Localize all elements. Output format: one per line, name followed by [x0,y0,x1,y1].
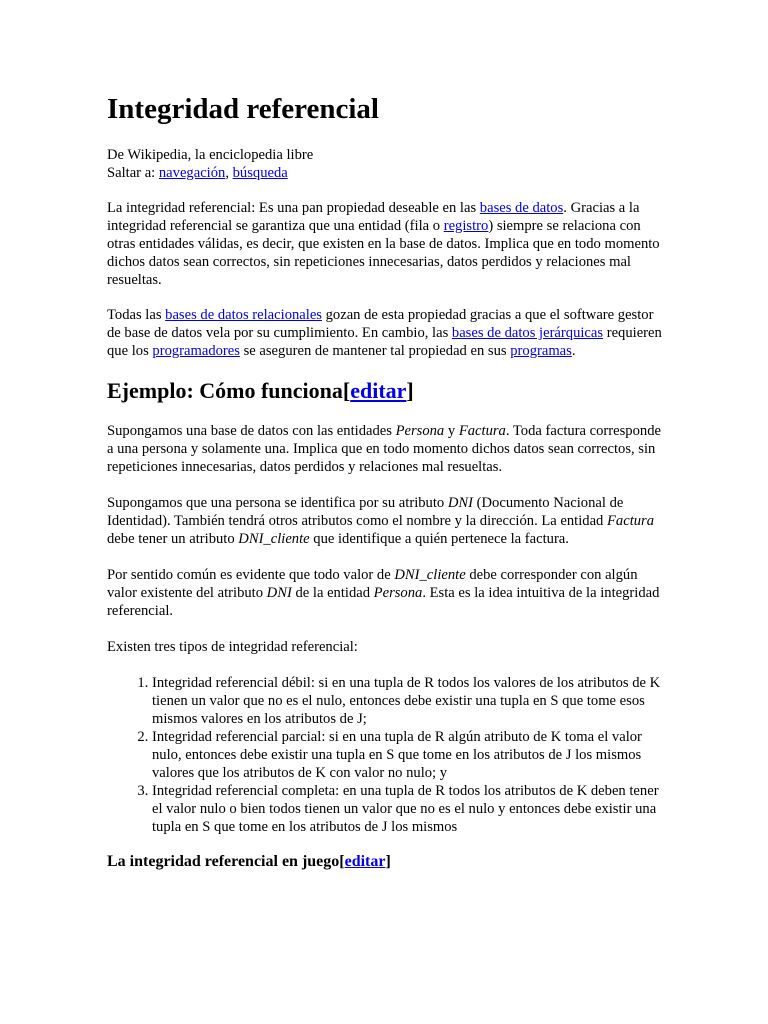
text: debe corresponder con algún valor existente del atributo [107,567,638,601]
term-factura: Factura [458,423,506,439]
edit-bracket-open: [ [342,378,351,403]
text: de la entidad [291,585,374,601]
example-paragraph-2 [107,494,663,548]
text: . Toda factura corresponde a una persona y solamente una. Implica que en todo momento dichos datos sean correctos, sin repeticiones innecesarias, datos perdidos y relaciones mal resueltas. [107,423,661,475]
link-bases-de-datos-jerarquicas[interactable]: bases de datos jerárquicas [451,325,604,341]
example-paragraph-4: Existen tres tipos de integridad referencial: [107,639,358,655]
intro-paragraph [107,199,663,289]
list-item: 2. Integridad referencial parcial: si en una tupla de R algún atributo de K toma el valor nulo, entonces debe existir una tupla en S que tome en los atributos de J los mismos valores que los atributos de K con valor no nulo; y [152,728,663,782]
para2-text-1: Todas las [107,307,166,323]
example-paragraph-1 [107,422,663,476]
term-dni: DNI [447,495,473,511]
edit-bracket-open: [ [339,853,345,870]
navigation-link[interactable]: navegación [158,165,226,181]
page-title: Integridad referencial [107,93,379,125]
section-heading-text: La integridad referencial en juego [107,853,340,870]
edit-link-en-juego[interactable]: editar [344,853,386,870]
jump-prefix: Saltar a: [107,165,159,181]
term-dni: DNI [266,585,292,601]
intro-text-2: . Gracias a la integridad referencial se garantiza que una entidad (fila o [107,200,640,234]
para2-text-2: gozan de esta propiedad gracias a que el software gestor de base de datos vela por su cumplimiento. En cambio, las [107,307,654,341]
link-bases-de-datos-relacionales[interactable]: bases de datos relacionales [165,307,322,323]
text: Supongamos que una persona se identifica por su atributo [107,495,448,511]
text: Por sentido común es evidente que todo valor de [107,567,395,583]
site-subtitle: De Wikipedia, la enciclopedia libre [107,147,314,163]
intro-text-1: La integridad referencial: Es una pan propiedad deseable en las [107,200,480,216]
para2-text-4: se aseguren de mantener tal propiedad en sus [239,343,511,359]
jump-links [107,164,313,182]
edit-link-ejemplo[interactable]: editar [350,378,407,403]
integrity-types-list [107,674,663,836]
list-item: 3. Integridad referencial completa: en una tupla de R todos los atributos de K deben tener el valor nulo o bien todos tienen un valor que no es el nulo y entonces debe existir una tupla en S que tome en los atributos de J los mismos [152,782,663,836]
para2-text-5: . [571,343,576,359]
term-dni-cliente: DNI_cliente [238,531,310,547]
search-link[interactable]: búsqueda [232,165,288,181]
relational-paragraph [107,306,663,360]
list-item: 1. Integridad referencial débil: si en una tupla de R todos los valores de los atributos de K tienen un valor que no es el nulo, entonces debe existir una tupla en S que tome esos mismos valores en los atributos de J; [152,674,663,728]
article-meta [107,146,313,182]
section-heading-ejemplo [107,376,414,406]
text: y [444,423,459,439]
edit-bracket-close: ] [385,853,391,870]
link-programadores[interactable]: programadores [152,343,240,359]
term-factura: Factura [607,513,655,529]
text: (Documento Nacional de Identidad). También tendrá otros atributos como el nombre y la dirección. La entidad [107,495,624,529]
text: que identifique a quién pertenece la factura. [309,531,569,547]
term-persona: Persona [373,585,423,601]
term-dni-cliente: DNI_cliente [394,567,466,583]
example-paragraph-3 [107,566,663,620]
text: debe tener un atributo [107,531,239,547]
jump-separator: , [225,165,233,181]
link-registro[interactable]: registro [443,218,489,234]
term-persona: Persona [395,423,445,439]
section-heading-text: Ejemplo: Cómo funciona [107,378,343,403]
text: Supongamos una base de datos con las entidades [107,423,396,439]
section-heading-en-juego [107,851,391,873]
edit-bracket-close: ] [406,378,414,403]
para2-text-3: requieren que los [107,325,662,359]
text: . Esta es la idea intuitiva de la integridad referencial. [107,585,660,619]
link-bases-de-datos[interactable]: bases de datos [479,200,564,216]
link-programas[interactable]: programas [510,343,572,359]
intro-text-3: ) siempre se relaciona con otras entidades válidas, es decir, que existen en la base de datos. Implica que en todo momento dichos datos sean correctos, sin repeticiones innecesarias, datos perdidos y relaciones mal resueltas. [107,218,660,288]
